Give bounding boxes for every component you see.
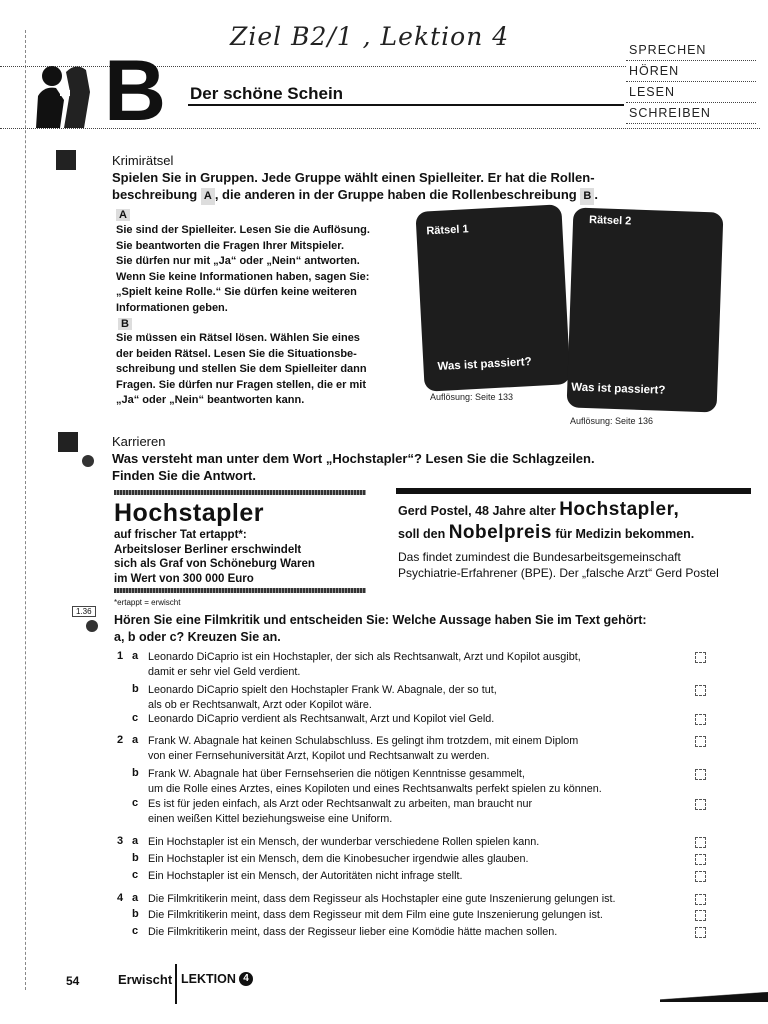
krimi-task xyxy=(112,169,632,205)
karrieren-task-line1: Was versteht man unter dem Wort „Hochstapler“? Lesen Sie die Schlagzeilen. xyxy=(112,451,595,466)
footer-lektion-number: 4 xyxy=(239,972,253,986)
option-letter: c xyxy=(132,797,139,809)
riddle-card-title: Rätsel 2 xyxy=(588,213,632,228)
karrieren-task-line2: Finden Sie die Antwort. xyxy=(112,468,256,483)
statement-line: einen weißen Kittel beziehungsweise eine Uniform. xyxy=(148,813,393,825)
krimi-task-line2a: beschreibung xyxy=(112,187,198,202)
headline1-footnote: *ertappt = erwischt xyxy=(114,598,181,607)
headline2-big1: Hochstapler, xyxy=(559,499,680,520)
question-number: 1 xyxy=(117,650,124,662)
statement-line: um die Rolle eines Arztes, eines Kopiloten und eines Rechtsanwalts perfekt spielen zu können. xyxy=(148,783,602,795)
role-b-label: B xyxy=(118,318,132,330)
option-letter: c xyxy=(132,869,139,881)
answer-checkbox[interactable] xyxy=(695,894,706,905)
option-letter: b xyxy=(132,908,139,920)
headline2-text-line: Psychiatrie-Erfahrener (BPE). Der „falsche Arzt“ Gerd Postel xyxy=(398,566,719,580)
headline2-rule xyxy=(396,488,751,494)
option-letter: a xyxy=(132,734,139,746)
silhouette-photo-icon xyxy=(30,62,94,128)
statement-text xyxy=(148,908,688,923)
margin-line xyxy=(4,30,26,990)
option-letter: c xyxy=(132,712,139,724)
role-b-line: „Ja“ oder „Nein“ beantworten kann. xyxy=(116,394,305,406)
footer-separator xyxy=(175,964,177,1004)
headline2-heading xyxy=(398,499,758,545)
statement-line: Die Filmkritikerin meint, dass dem Regisseur mit dem Film eine gute Inszenierung gelungen ist. xyxy=(148,909,603,921)
role-b-text xyxy=(116,331,406,409)
karrieren-task xyxy=(112,450,652,484)
skill-schreiben: SCHREIBEN xyxy=(626,103,756,124)
role-label-a: A xyxy=(201,188,215,205)
headline1-line: Arbeitsloser Berliner erschwindelt xyxy=(114,543,302,556)
listening-task xyxy=(114,612,714,646)
role-b-line: der beiden Rätsel. Lesen Sie die Situationsbe- xyxy=(116,347,357,360)
exercise-marker-icon xyxy=(58,432,78,452)
answer-checkbox[interactable] xyxy=(695,769,706,780)
statement-line: Frank W. Abagnale hat über Fernsehserien die nötigen Kenntnisse gesammelt, xyxy=(148,768,525,780)
statement-text xyxy=(148,767,688,797)
option-letter: a xyxy=(132,892,139,904)
question-number: 3 xyxy=(117,835,124,847)
answer-checkbox[interactable] xyxy=(695,854,706,865)
skills-list xyxy=(626,40,756,124)
statement-line: Leonardo DiCaprio ist ein Hochstapler, der sich als Rechtsanwalt, Arzt und Kopilot ausgibt, xyxy=(148,651,581,663)
role-a-text xyxy=(116,223,406,316)
headline1-line: im Wert von 300 000 Euro xyxy=(114,572,254,585)
statement-text xyxy=(148,712,688,727)
skill-lesen: LESEN xyxy=(626,82,756,103)
headline2-part2: soll den xyxy=(398,527,449,541)
question-number: 4 xyxy=(117,892,124,904)
statement-line: damit er sehr viel Geld verdient. xyxy=(148,666,301,678)
statement-line: Die Filmkritikerin meint, dass dem Regisseur als Hochstapler eine gute Inszenierung gelungen ist. xyxy=(148,893,616,905)
statement-text xyxy=(148,869,688,884)
statement-line: von einer Fernsehuniversität Arzt, Kopilot und Rechtsanwalt zu werden. xyxy=(148,750,490,762)
audio-cd-icon xyxy=(86,620,98,632)
exercise-marker-icon xyxy=(56,150,76,170)
audio-track-badge: 1.36 xyxy=(72,606,96,617)
statement-line: Leonardo DiCaprio spielt den Hochstapler Frank W. Abagnale, der so tut, xyxy=(148,684,497,696)
statement-line: Es ist für jeden einfach, als Arzt oder Rechtsanwalt zu arbeiten, man braucht nur xyxy=(148,798,533,810)
krimi-task-line2b: , die anderen in der Gruppe haben die Rollenbeschreibung xyxy=(214,187,577,202)
page-number: 54 xyxy=(66,974,80,988)
krimi-task-line1: Spielen Sie in Gruppen. Jede Gruppe wählt einen Spielleiter. Er hat die Rollen- xyxy=(112,170,595,185)
reading-dot-icon xyxy=(82,455,94,467)
answer-checkbox[interactable] xyxy=(695,736,706,747)
option-letter: b xyxy=(132,683,139,695)
statement-text xyxy=(148,797,688,827)
role-a-line: Informationen geben. xyxy=(116,301,228,314)
riddle-card-question: Was ist passiert? xyxy=(437,356,532,373)
riddle-card-title: Rätsel 1 xyxy=(426,223,469,238)
answer-checkbox[interactable] xyxy=(695,799,706,810)
headline2-part1: Gerd Postel, 48 Jahre alter xyxy=(398,504,560,518)
statement-line: Ein Hochstapler ist ein Mensch, der Autoritäten nicht infrage stellt. xyxy=(148,870,463,882)
statement-text xyxy=(148,650,688,680)
handwritten-note: Ziel B2/1 , Lektion 4 xyxy=(230,22,510,51)
answer-checkbox[interactable] xyxy=(695,685,706,696)
statement-line: Ein Hochstapler ist ein Mensch, dem die Kinobesucher irgendwie alles glauben. xyxy=(148,853,529,865)
riddle-card-1[interactable] xyxy=(415,204,570,391)
statement-line: Frank W. Abagnale hat keinen Schulabschluss. Es gelingt ihm trotzdem, mit einem Diplom xyxy=(148,735,579,747)
role-a-line: Sie sind der Spielleiter. Lesen Sie die Auflösung. xyxy=(116,224,370,236)
answer-checkbox[interactable] xyxy=(695,652,706,663)
answer-checkbox[interactable] xyxy=(695,910,706,921)
role-a-line: „Spielt keine Rolle.“ Sie dürfen keine weiteren xyxy=(116,286,357,298)
role-label-b: B xyxy=(580,188,594,205)
riddle-card-question: Was ist passiert? xyxy=(571,381,666,397)
answer-checkbox[interactable] xyxy=(695,927,706,938)
krimi-task-line2: beschreibung A , die anderen in der Gruppe haben die Rollenbeschreibung B . xyxy=(112,186,632,205)
option-letter: c xyxy=(132,925,139,937)
headline2-part3: für Medizin bekommen. xyxy=(551,527,695,541)
book-brand: Erwischt xyxy=(118,972,173,987)
statement-text xyxy=(148,835,688,850)
role-a-line: Wenn Sie keine Informationen haben, sagen Sie: xyxy=(116,270,370,283)
option-letter: b xyxy=(132,852,139,864)
headline2-text xyxy=(398,549,758,581)
statement-line: Die Filmkritikerin meint, dass der Regisseur lieber eine Komödie hätte machen sollen. xyxy=(148,926,558,938)
answer-checkbox[interactable] xyxy=(695,871,706,882)
answer-checkbox[interactable] xyxy=(695,714,706,725)
footer-lektion: LEKTION xyxy=(181,972,236,986)
skill-sprechen: SPRECHEN xyxy=(626,40,756,61)
headline-hatch-top xyxy=(114,490,366,495)
riddle-solution-2: Auflösung: Seite 136 xyxy=(570,416,654,426)
role-a-line: Sie beantworten die Fragen Ihrer Mitspieler. xyxy=(116,239,345,252)
riddle-card-2[interactable] xyxy=(567,207,724,412)
option-letter: a xyxy=(132,835,139,847)
role-a-label: A xyxy=(116,209,130,221)
headline2-big2: Nobelpreis xyxy=(448,522,552,543)
riddle-solution-1: Auflösung: Seite 133 xyxy=(430,392,514,402)
question-number: 2 xyxy=(117,734,124,746)
statement-text xyxy=(148,734,688,764)
statement-text xyxy=(148,925,688,940)
headline1-text xyxy=(114,528,374,586)
statement-line: als ob er Rechtsanwalt, Arzt oder Kopilot wäre. xyxy=(148,699,372,711)
statement-text xyxy=(148,683,688,713)
answer-checkbox[interactable] xyxy=(695,837,706,848)
statement-text xyxy=(148,892,688,907)
role-b-line: Sie müssen ein Rätsel lösen. Wählen Sie eines xyxy=(116,332,360,344)
listening-task-line1: Hören Sie eine Filmkritik und entscheiden Sie: Welche Aussage haben Sie im Text gehört: xyxy=(114,613,647,627)
headline1-line: auf frischer Tat ertappt*: xyxy=(114,529,247,541)
role-b-line: schreibung und stellen Sie dem Spielleiter dann xyxy=(116,363,367,375)
role-b-line: Fragen. Sie dürfen nur Fragen stellen, die er mit xyxy=(116,378,366,391)
skill-hoeren: HÖREN xyxy=(626,61,756,82)
headline1-big: Hochstapler xyxy=(114,499,264,527)
karrieren-title: Karrieren xyxy=(112,434,166,449)
statement-line: Leonardo DiCaprio verdient als Rechtsanwalt, Arzt und Kopilot viel Geld. xyxy=(148,713,495,725)
krimi-title: Krimirätsel xyxy=(112,153,174,168)
statement-line: Ein Hochstapler ist ein Mensch, der wunderbar verschiedene Rollen spielen kann. xyxy=(148,836,540,848)
role-a-line: Sie dürfen nur mit „Ja“ oder „Nein“ antworten. xyxy=(116,255,360,267)
statement-text xyxy=(148,852,688,867)
headline2-text-line: Das findet zumindest die Bundesarbeitsgemeinschaft xyxy=(398,550,681,564)
headline1-line: sich als Graf von Schöneburg Waren xyxy=(114,558,315,570)
section-letter: B xyxy=(104,43,167,139)
headline-hatch-bottom xyxy=(114,588,366,593)
option-letter: a xyxy=(132,650,139,662)
page-corner-shadow xyxy=(660,992,768,1002)
title-rule xyxy=(188,104,624,106)
option-letter: b xyxy=(132,767,139,779)
lesson-title: Der schöne Schein xyxy=(190,84,344,103)
listening-task-line2: a, b oder c? Kreuzen Sie an. xyxy=(114,630,281,644)
